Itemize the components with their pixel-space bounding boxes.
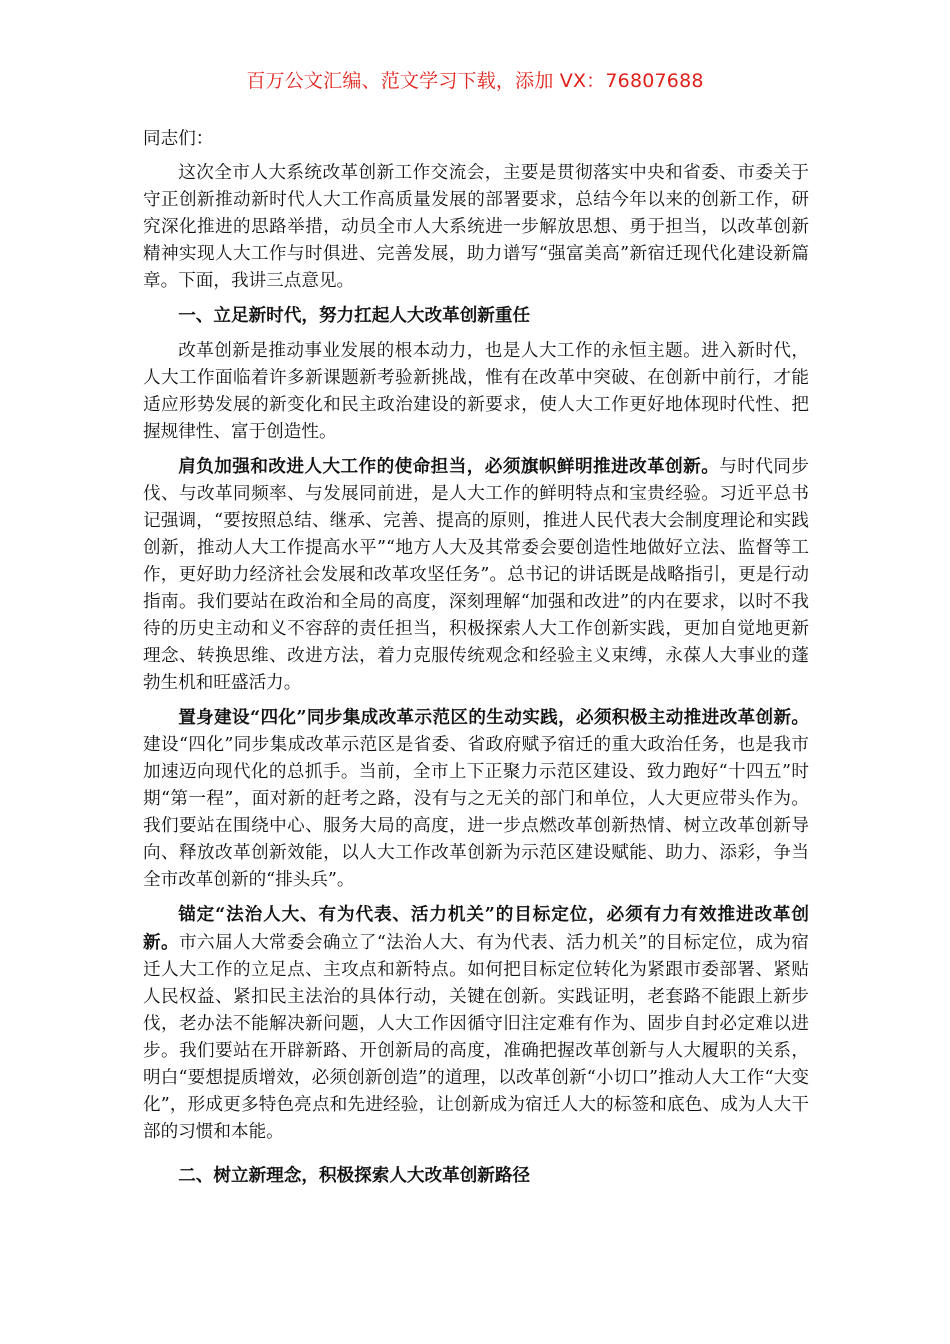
paragraph-4-body: 市六届人大常委会确立了“法治人大、有为代表、活力机关”的目标定位，成为宿迁人大工作的立足点、主攻点和新特点。如何把目标定位转化为紧跟市委部署、紧贴人民权益、紧扣民主法治的具体行动，关键在创新。实践证明，老套路不能跟上新步伐，老办法不能解决新问题，人大工作因循守旧注定难有作为、固步自封必定难以进步。我们要站在开辟新路、开创新局的高度，准确把握改革创新与人大履职的关系，明白“要想提质增效，必须创新创造”的道理，以改革创新“小切口”推动人大工作“大变化”，形成更多特色亮点和先进经验，让创新成为宿迁人大的标签和底色、成为人大干部的习惯和本能。 [143, 933, 809, 1142]
paragraph-2-lead: 肩负加强和改进人大工作的使命担当，必须旗帜鲜明推进改革创新。 [178, 456, 720, 477]
header-banner: 百万公文汇编、范文学习下载，添加 VX：76807688 [246, 70, 704, 92]
salutation: 同志们： [143, 129, 214, 149]
section-1-paragraph-3 [143, 704, 809, 894]
section-1-heading: 一、立足新时代，努力扛起人大改革创新重任 [178, 305, 531, 326]
document-body [143, 126, 809, 1198]
paragraph-2-body: 与时代同步伐、与改革同频率、与发展同前进，是人大工作的鲜明特点和宝贵经验。习近平总书记强调，“要按照总结、继承、完善、提高的原则，推进人民代表大会制度理论和实践创新，推动人大工作提高水平”“地方人大及其常委会要创造性地做好立法、监督等工作，更好助力经济社会发展和改革攻坚任务”。总书记的讲话既是战略指引，更是行动指南。我们要站在政治和全局的高度，深刻理解“加强和改进”的内在要求，以时不我待的历史主动和义不容辞的责任担当，积极探索人大工作创新实践，更加自觉地更新理念、转换思维、改进方法，着力克服传统观念和经验主义束缚，永葆人大事业的蓬勃生机和旺盛活力。 [143, 457, 809, 693]
section-1-paragraph-2 [143, 453, 809, 697]
paragraph-4-lead: 锚定“法治人大、有为代表、活力机关”的目标定位，必须有力有效推进改革创新。 [143, 904, 809, 953]
section-1-paragraph-1: 改革创新是推动事业发展的根本动力，也是人大工作的永恒主题。进入新时代，人大工作面临着许多新课题新考验新挑战，惟有在改革中突破、在创新中前行，才能适应形势发展的新变化和民主政治建设的新要求，使人大工作更好地体现时代性、把握规律性、富于创造性。 [143, 341, 809, 442]
paragraph-3-lead: 置身建设“四化”同步集成改革示范区的生动实践，必须积极主动推进改革创新。 [178, 707, 809, 728]
paragraph-3-body: 建设“四化”同步集成改革示范区是省委、省政府赋予宿迁的重大政治任务，也是我市加速迈向现代化的总抓手。当前，全市上下正聚力示范区建设、致力跑好“十四五”时期“第一程”，面对新的赶考之路，没有与之无关的部门和单位，人大更应带头作为。我们要站在围绕中心、服务大局的高度，进一步点燃改革创新热情、树立改革创新导向、释放改革创新效能，以人大工作改革创新为示范区建设赋能、助力、添彩，争当全市改革创新的“排头兵”。 [143, 735, 809, 890]
section-2-heading: 二、树立新理念，积极探索人大改革创新路径 [178, 1165, 531, 1186]
intro-paragraph: 这次全市人大系统改革创新工作交流会，主要是贯彻落实中央和省委、市委关于守正创新推动新时代人大工作高质量发展的部署要求，总结今年以来的创新工作，研究深化推进的思路举措，动员全市人大系统进一步解放思想、勇于担当，以改革创新精神实现人大工作与时俱进、完善发展，助力谱写“强富美高”新宿迁现代化建设新篇章。下面，我讲三点意见。 [143, 163, 809, 291]
section-1-paragraph-4 [143, 901, 809, 1146]
